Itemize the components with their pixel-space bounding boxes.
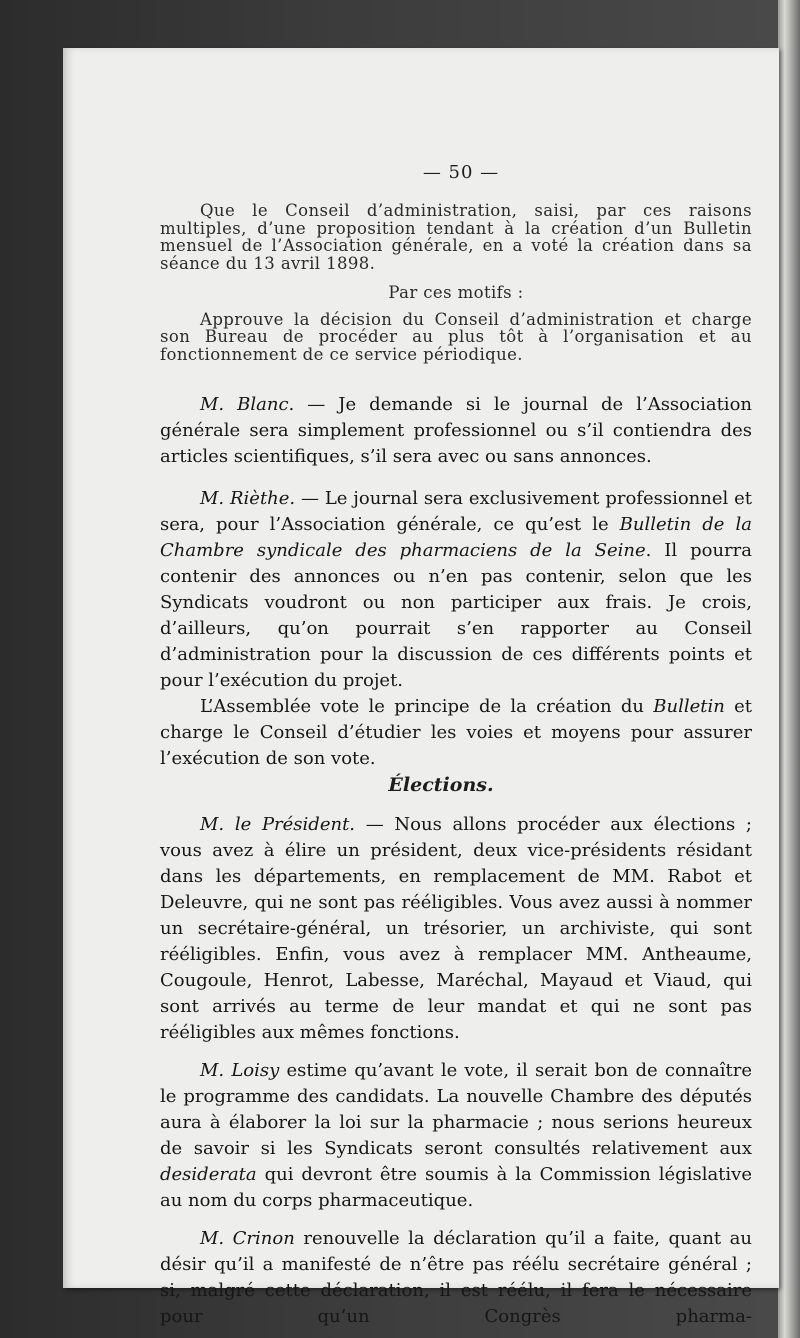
- paragraph-crinon: [160, 1226, 752, 1330]
- text-riethe-a: — Le journal sera exclusivement professionnel et sera, pour l’Association générale, ce qu’est le: [160, 488, 752, 535]
- book-edge: [778, 0, 800, 1338]
- text-assemblee-b: et charge le Conseil d’étudier les voies et moyens pour assurer l’exécution de son vote.: [160, 696, 753, 769]
- text-riethe-b: . Il pourra contenir des annonces ou n’en pas contenir, selon que les Syndicats voudront ou non participer aux frais. Je crois, d’ailleurs, qu’on pourrait s’en rapporter au Conseil d’administration pour la discussion de ces différents points et pour l’exécution du projet.: [160, 540, 752, 691]
- speaker-crinon: M. Crinon: [200, 1228, 295, 1249]
- text-loisy-b: qui devront être soumis à la Commission législative au nom du corps pharmaceutique.: [160, 1164, 752, 1211]
- text-loisy-a: estime qu’avant le vote, il serait bon de connaître le programme des candidats. La nouvelle Chambre des députés aura à élaborer la loi sur la pharmacie ; nous serions heureux de savoir si les Syndicats seront consultés relativement aux: [160, 1060, 752, 1159]
- paragraph-loisy: [160, 1058, 752, 1214]
- text-blanc: — Je demande si le journal de l’Association générale sera simplement professionnel ou s’il contiendra des articles scientifiques, s’il sera avec ou sans annonces.: [160, 394, 752, 467]
- term-desiderata: desiderata: [160, 1164, 257, 1185]
- document-page: [63, 48, 779, 1327]
- resolution-paragraph-2: Approuve la décision du Conseil d’administration et charge son Bureau de procéder au plus tôt à l’organisation et au fonctionnement de ce service périodique.: [160, 309, 752, 364]
- paragraph-president: [160, 812, 752, 1046]
- resolution-block: [160, 202, 752, 363]
- speaker-blanc: M. Blanc.: [200, 394, 295, 415]
- section-heading-elections: Élections.: [388, 774, 494, 796]
- speaker-president: M. le Président.: [200, 814, 356, 835]
- text-assemblee-a: L’Assemblée vote le principe de la création du: [200, 696, 654, 717]
- speaker-riethe: M. Rièthe.: [200, 488, 296, 509]
- debate-block: [160, 392, 752, 772]
- title-bulletin: Bulletin: [653, 696, 725, 717]
- paragraph-assemblee: [160, 694, 752, 772]
- title-bulletin-chambre: Bulletin de la Chambre syndicale des pharmaciens de la Seine: [160, 514, 752, 561]
- elections-block: [160, 812, 752, 1330]
- resolution-paragraph-1: Que le Conseil d’administration, saisi, par ces raisons multiples, d’une proposition tendant à la création d’un Bulletin mensuel de l’Association générale, en a voté la création dans sa séance du 13 avril 1898.: [160, 201, 752, 273]
- resolution-motifs: Par ces motifs :: [388, 283, 524, 302]
- paragraph-riethe: [160, 486, 752, 694]
- speaker-loisy: M. Loisy: [200, 1060, 280, 1081]
- text-president: — Nous allons procéder aux élections ; vous avez à élire un président, deux vice-présidents résidant dans les départements, en remplacement de MM. Rabot et Deleuvre, qui ne sont pas rééligibles. Vous avez aussi à nommer un secrétaire-général, un trésorier, un archiviste, qui sont rééligibles. Enfin, vous avez à remplacer MM. Antheaume, Cougoule, Henrot, Labesse, Maréchal, Mayaud et Viaud, qui sont arrivés au terme de leur mandat et qui ne sont pas rééligibles aux mêmes fonctions.: [160, 814, 752, 1043]
- paragraph-blanc: [160, 392, 752, 470]
- text-crinon: renouvelle la déclaration qu’il a faite, quant au désir qu’il a manifesté de n’être pas réélu secrétaire général ; si, malgré cette déclaration, il est réélu, il fera le nécessaire pour qu’un Congrès pharma-: [160, 1228, 752, 1327]
- page-number: — 50 —: [422, 162, 500, 183]
